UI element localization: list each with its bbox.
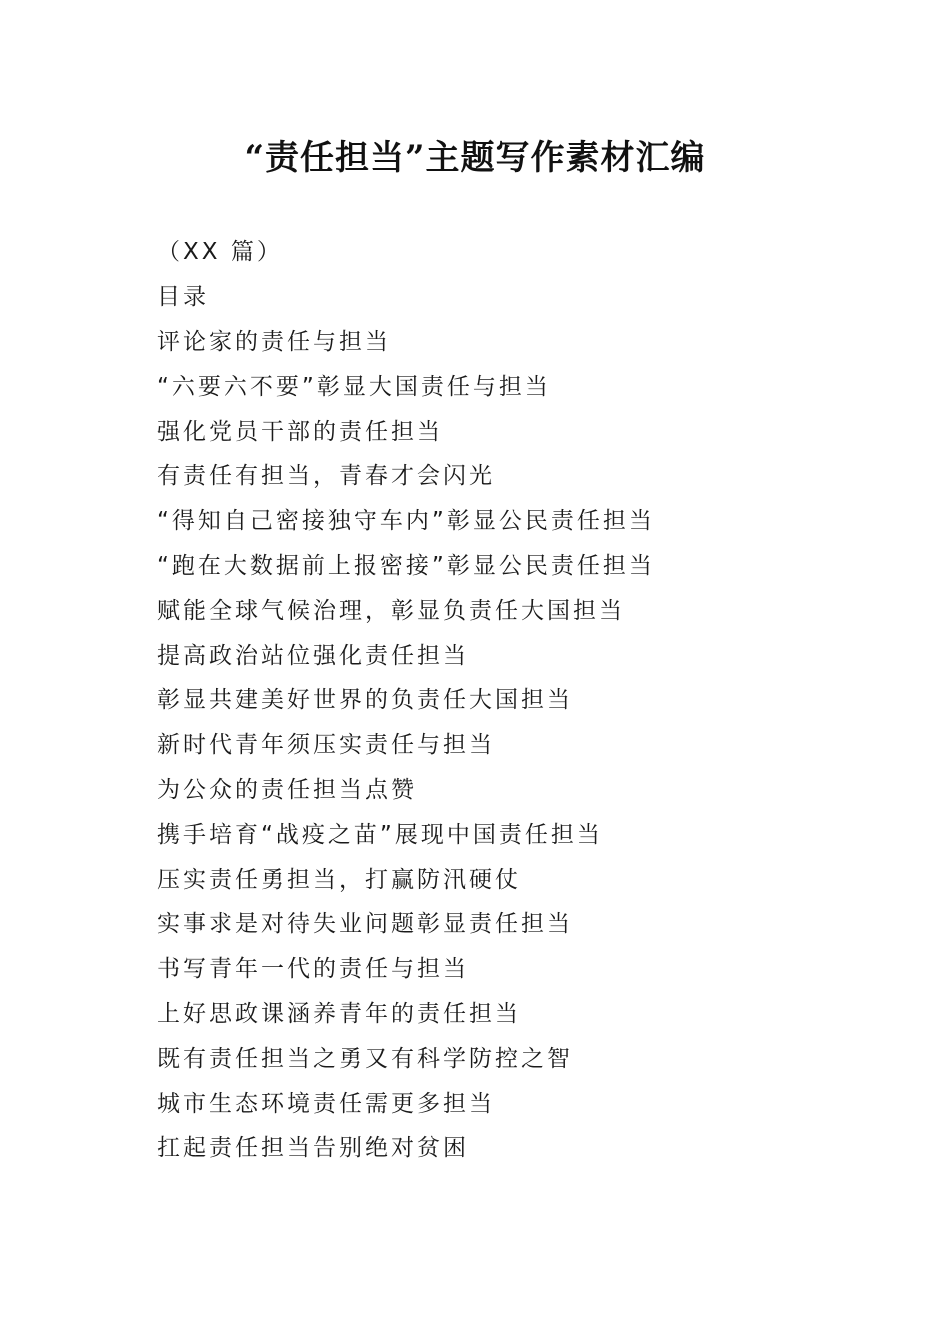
- toc-heading: 目录: [157, 284, 209, 310]
- toc-item: 城市生态环境责任需更多担当: [157, 1090, 495, 1117]
- toc-item: 提高政治站位强化责任担当: [157, 642, 469, 669]
- toc-item: 有责任有担当，青春才会闪光: [157, 463, 495, 490]
- toc-item: 扛起责任担当告别绝对贫困: [157, 1135, 469, 1162]
- toc-item: 书写青年一代的责任与担当: [157, 956, 469, 983]
- toc-item: 评论家的责任与担当: [157, 329, 391, 355]
- toc-item: 强化党员干部的责任担当: [157, 418, 443, 445]
- toc-item: “六要六不要”彰显大国责任与担当: [157, 373, 551, 400]
- toc-item: 实事求是对待失业问题彰显责任担当: [157, 911, 573, 938]
- toc-item: 为公众的责任担当点赞: [157, 776, 417, 803]
- document-title: “责任担当”主题写作素材汇编: [244, 138, 706, 178]
- toc-item: 既有责任担当之勇又有科学防控之智: [157, 1045, 573, 1072]
- toc-item: 彰显共建美好世界的负责任大国担当: [157, 687, 573, 714]
- toc-item: 上好思政课涵养青年的责任担当: [157, 1000, 521, 1027]
- toc-item: 压实责任勇担当，打赢防汛硬仗: [157, 866, 521, 893]
- toc-item: “得知自己密接独守车内”彰显公民责任担当: [157, 508, 655, 535]
- toc-item: 赋能全球气候治理，彰显负责任大国担当: [157, 597, 625, 624]
- toc-item: 新时代青年须压实责任与担当: [157, 732, 495, 759]
- document-subtitle: （XX 篇）: [157, 239, 283, 265]
- toc-item: 携手培育“战疫之苗”展现中国责任担当: [157, 821, 603, 848]
- toc-item: “跑在大数据前上报密接”彰显公民责任担当: [157, 552, 655, 579]
- toc-list: [157, 326, 655, 1177]
